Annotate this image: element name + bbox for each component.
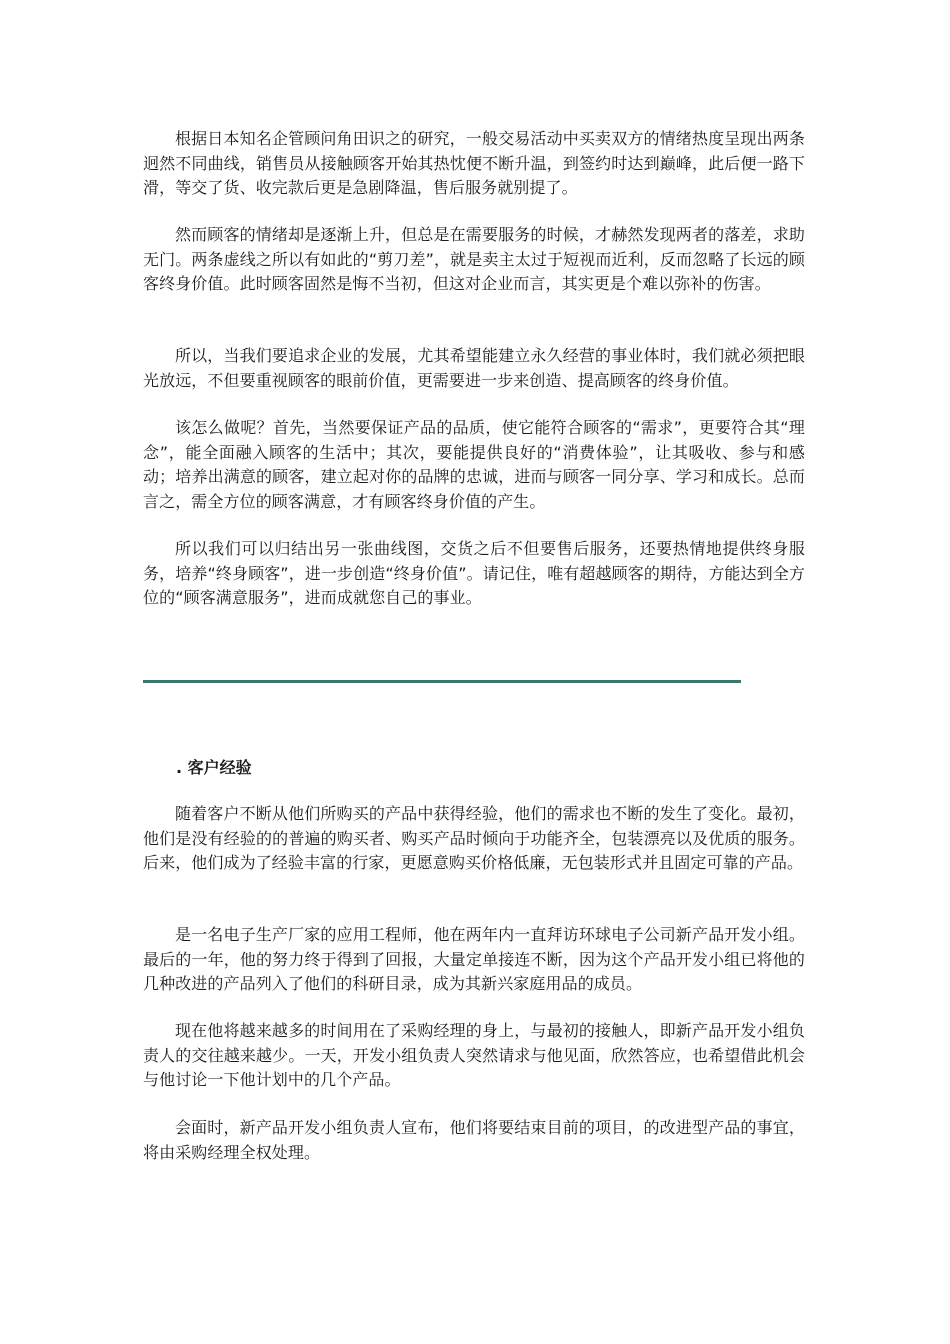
paragraph-5 <box>143 537 805 611</box>
body-text: 随着客户不断从他们所购买的产品中获得经验，他们的需求也不断的发生了变化。最初，他们是没有经验的的普遍的购买者、购买产品时倾向于功能齐全，包装漂亮以及优质的服务。后来，他们成为了经验丰富的行家，更愿意购买价格低廉，无包装形式并且固定可靠的产品。 <box>143 804 805 872</box>
paragraph-6 <box>143 802 805 876</box>
section-heading: . 客户经验 <box>176 758 252 777</box>
paragraph-8 <box>143 1019 805 1093</box>
paragraph-9 <box>143 1116 805 1165</box>
paragraph-7 <box>143 923 805 997</box>
paragraph-3 <box>143 344 805 393</box>
body-text: 然而顾客的情绪却是逐渐上升，但总是在需要服务的时候，才赫然发现两者的落差，求助无门。两条虚线之所以有如此的“剪刀差”，就是卖主太过于短视而近利，反而忽略了长远的顾客终身价值。此时顾客固然是悔不当初，但这对企业而言，其实更是个难以弥补的伤害。 <box>143 225 805 293</box>
body-text: 是一名电子生产厂家的应用工程师，他在两年内一直拜访环球电子公司新产品开发小组。最后的一年，他的努力终于得到了回报，大量定单接连不断，因为这个产品开发小组已将他的几种改进的产品列入了他们的科研目录，成为其新兴家庭用品的成员。 <box>143 925 805 993</box>
paragraph-4 <box>143 416 805 514</box>
section-divider <box>143 680 741 683</box>
body-text: 现在他将越来越多的时间用在了采购经理的身上，与最初的接触人，即新产品开发小组负责人的交往越来越少。一天，开发小组负责人突然请求与他见面，欣然答应，也希望借此机会与他讨论一下他计划中的几个产品。 <box>143 1021 805 1089</box>
body-text: 所以，当我们要追求企业的发展，尤其希望能建立永久经营的事业体时，我们就必须把眼光放远，不但要重视顾客的眼前价值，更需要进一步来创造、提高顾客的终身价值。 <box>143 346 805 390</box>
paragraph-2 <box>143 223 805 297</box>
body-text: 根据日本知名企管顾问角田识之的研究，一般交易活动中买卖双方的情绪热度呈现出两条迥然不同曲线，销售员从接触顾客开始其热忱便不断升温，到签约时达到巅峰，此后便一路下滑，等交了货、收完款后更是急剧降温，售后服务就别提了。 <box>143 129 805 197</box>
body-text: 会面时，新产品开发小组负责人宣布，他们将要结束目前的项目，的改进型产品的事宜，将由采购经理全权处理。 <box>143 1118 805 1162</box>
paragraph-1 <box>143 127 805 201</box>
body-text: 所以我们可以归结出另一张曲线图，交货之后不但要售后服务，还要热情地提供终身服务，培养“终身顾客”，进一步创造“终身价值”。请记住，唯有超越顾客的期待，方能达到全方位的“顾客满意服务”，进而成就您自己的事业。 <box>143 539 805 607</box>
body-text: 该怎么做呢？首先，当然要保证产品的品质，使它能符合顾客的“需求”，更要符合其“理念”，能全面融入顾客的生活中；其次，要能提供良好的“消费体验”，让其吸收、参与和感动；培养出满意的顾客，建立起对你的品牌的忠诚，进而与顾客一同分享、学习和成长。总而言之，需全方位的顾客满意，才有顾客终身价值的产生。 <box>143 418 805 511</box>
